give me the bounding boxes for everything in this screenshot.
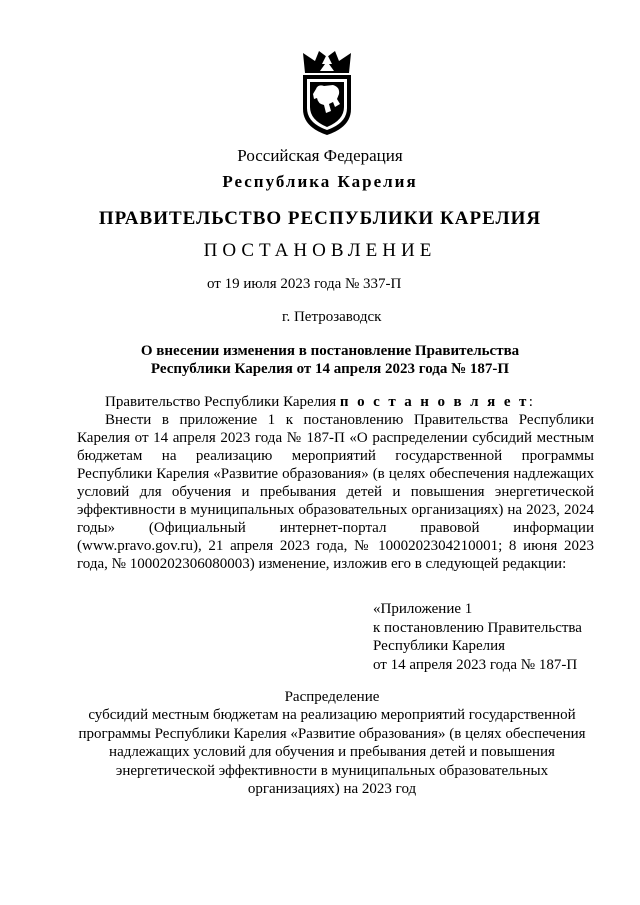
karelia-coat-of-arms-icon [297,47,357,137]
country-name: Российская Федерация [237,146,403,165]
government-title: ПРАВИТЕЛЬСТВО РЕСПУБЛИКИ КАРЕЛИЯ [98,208,542,229]
appendix-line: от 14 апреля 2023 года № 187-П [373,656,578,673]
distribution-line: энергетической эффективности в муниципальных образовательных [115,762,549,779]
subject-line: Республики Карелия от 14 апреля 2023 года № 187-П [150,361,510,377]
subject-line: О внесении изменения в постановление Правительства [140,343,520,359]
distribution-line: организациях) на 2023 год [247,781,417,798]
document-subject [0,342,640,378]
body-paragraph: Внести в приложение 1 к постановлению Правительства Республики Карелия от 14 апреля 2023 года № 187-П «О распределении субсидий местным бюджетам на реализацию мероприятий государственной программы Республики Карелия «Развитие образования» (в целях обеспечения надлежащих условий для обучения и пребывания детей и повышения энергетической эффективности в муниципальных образовательных организациях) на 2023, 2024 годы» (Официальный интернет-портал правовой информации (www.pravo.gov.ru), 21 апреля 2023 года, № 1000202304210001; 8 июня 2023 года, № 1000202306080003) изменение, изложив его в следующей редакции: [77,412,594,572]
distribution-title: Распределение [284,689,380,705]
distribution-line: надлежащих условий для обучения и пребывания детей и повышения [109,744,555,761]
appendix-line: к постановлению Правительства [373,619,582,636]
appendix-line: Республики Карелия [373,638,506,654]
distribution-line: программы Республики Карелия «Развитие образования» (в целях обеспечения [78,725,586,742]
document-type: ПОСТАНОВЛЕНИЕ [203,240,437,261]
intro-colon: : [528,394,533,410]
decree-intro [105,394,533,411]
appendix-header [373,600,582,674]
intro-text: Правительство Республики Карелия [105,394,340,410]
distribution-line: субсидий местным бюджетам на реализацию мероприятий государственной [88,707,576,724]
republic-name: Республика Карелия [222,172,418,191]
document-date-number: от 19 июля 2023 года № 337-П [207,276,402,292]
document-city: г. Петрозаводск [282,309,382,325]
distribution-heading [68,688,596,798]
decrees-word: п о с т а н о в л я е т [339,394,529,410]
appendix-line: «Приложение 1 [373,601,473,617]
